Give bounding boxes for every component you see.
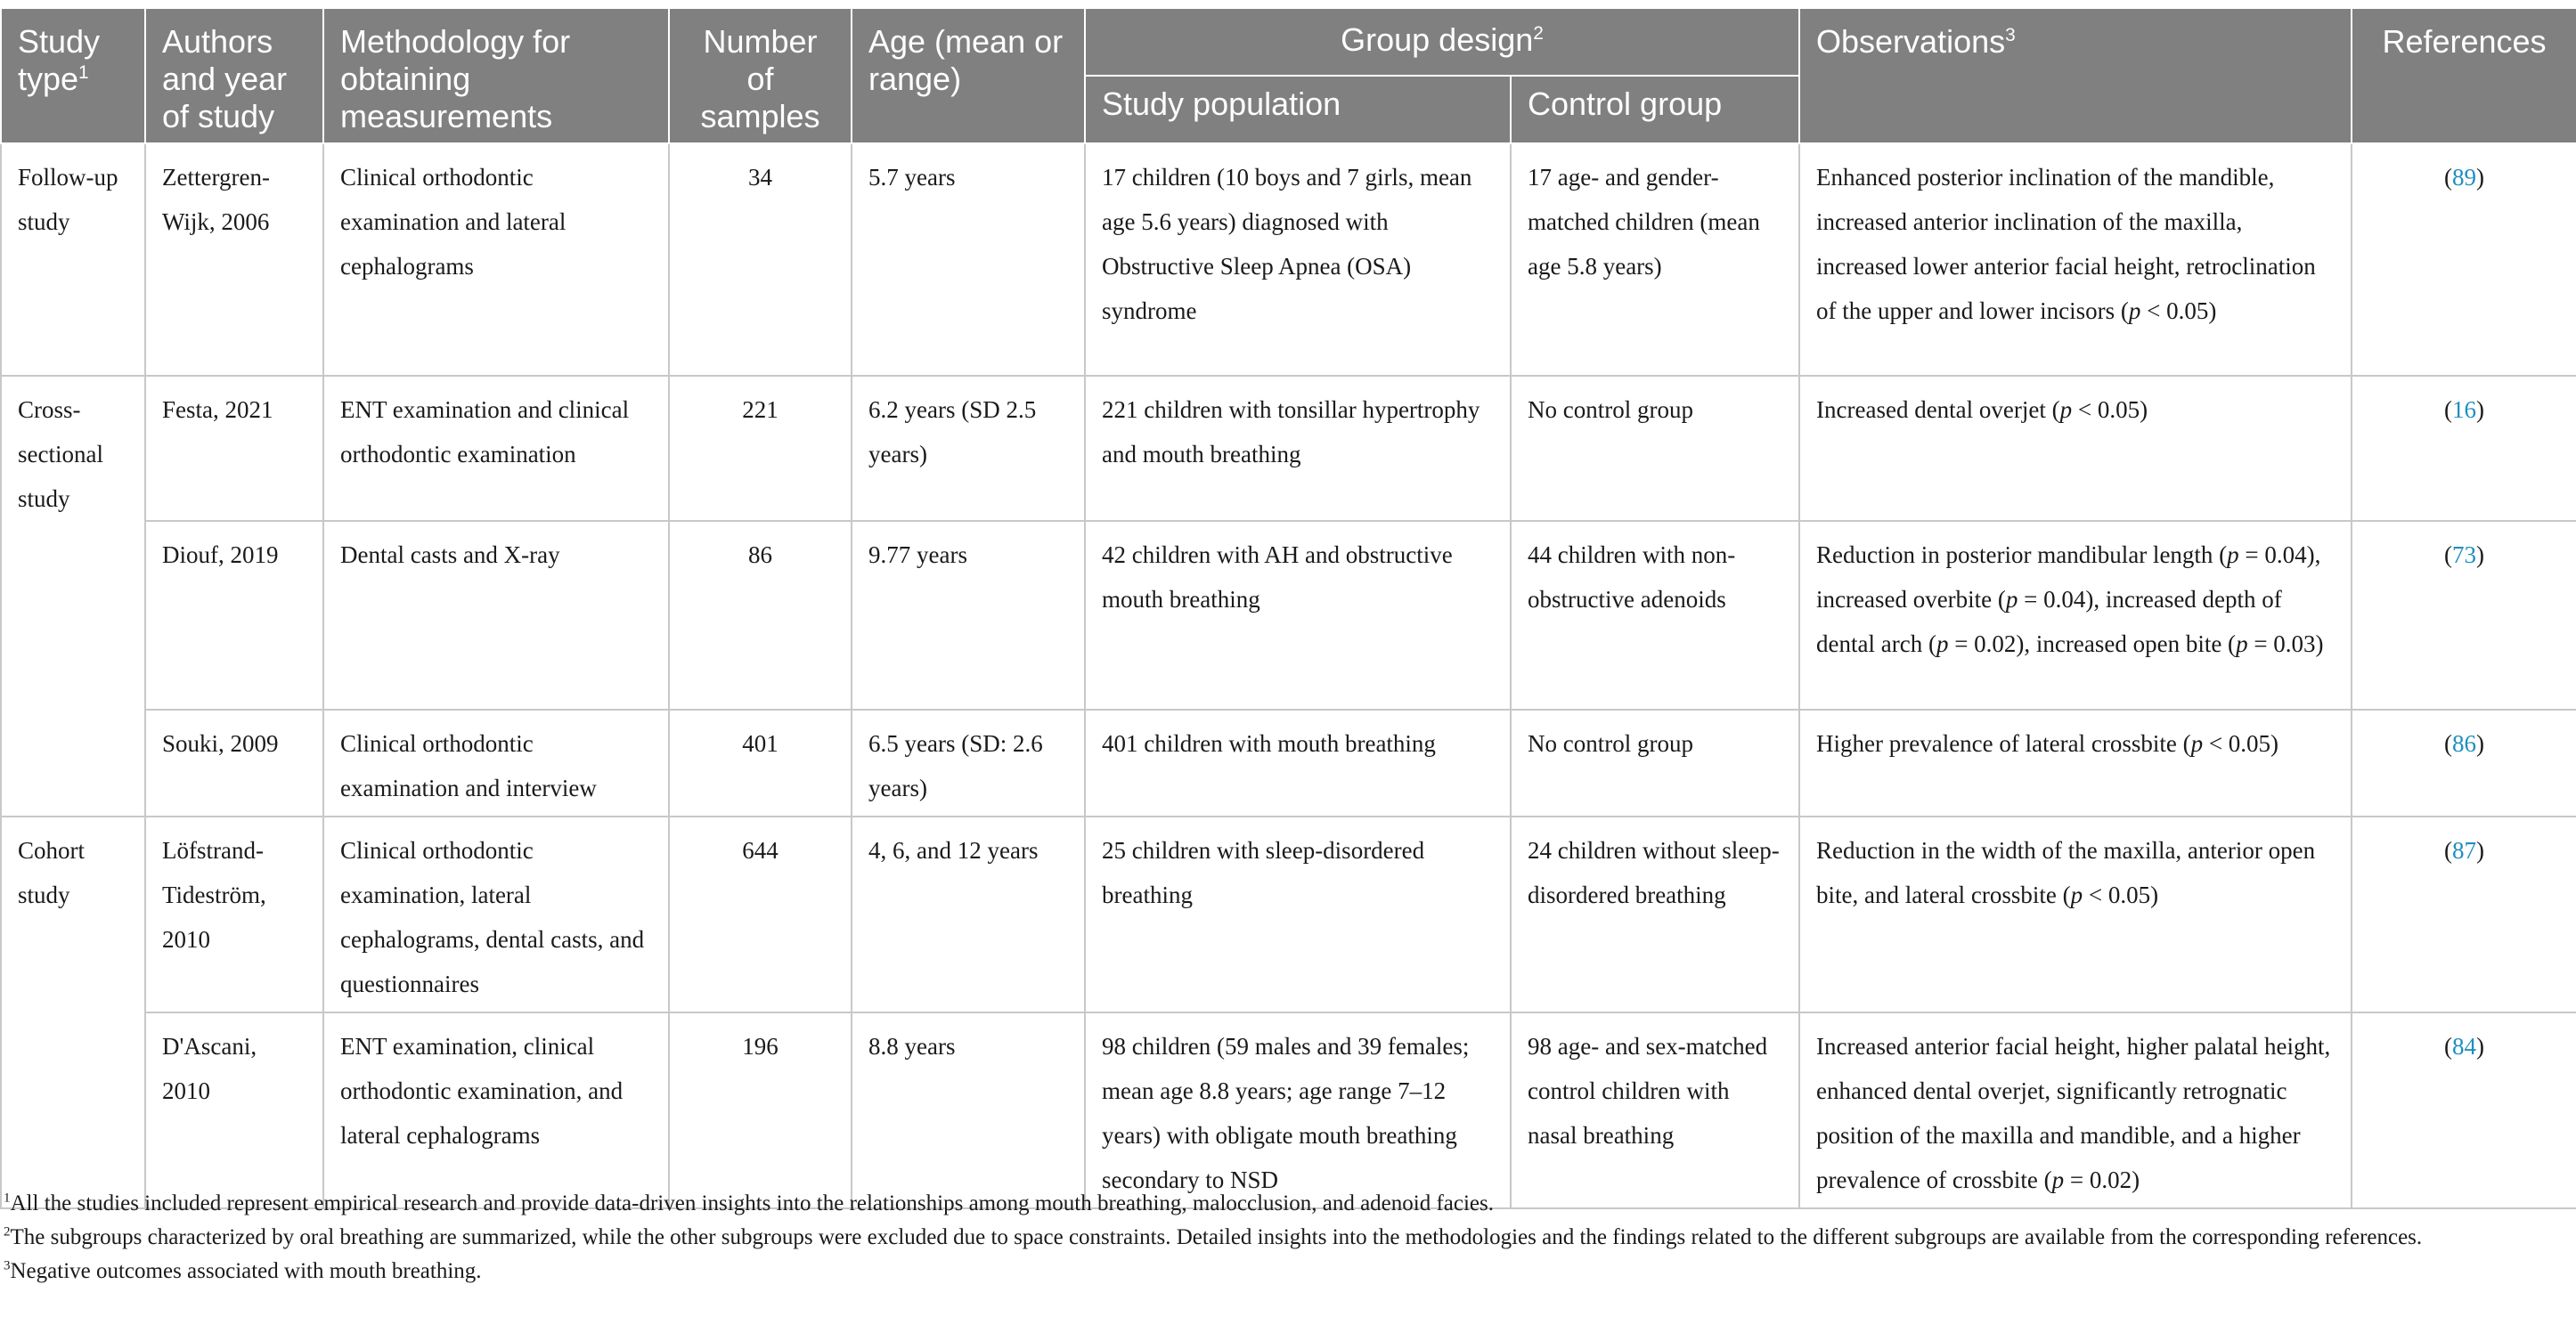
reference-link[interactable]: 84 <box>2452 1033 2477 1060</box>
table-row <box>1 521 2576 710</box>
header-age: Age (mean or range) <box>852 8 1085 143</box>
table-row <box>1 710 2576 817</box>
header-observations: Observations$^3$ <box>1799 8 2352 143</box>
reference-cell: (86) <box>2352 710 2576 817</box>
reference-cell: (84) <box>2352 1012 2576 1208</box>
footnote: $^1$All the studies included represent empirical research and provide data-driven insights into the relationships among mouth breathing, malocclusion, and adenoid facies. <box>4 1191 1494 1215</box>
table-row <box>1 1012 2576 1208</box>
observations-cell: Reduction in posterior mandibular length (p = 0.04), increased overbite (p = 0.04), increased depth of dental arch (p = 0.02), increased open bite (p = 0.03) <box>1799 521 2352 710</box>
authors-cell: D'Ascani, 2010 <box>145 1012 323 1208</box>
authors-cell: Zettergren-Wijk, 2006 <box>145 143 323 376</box>
header-methodology: Methodology for obtaining measurements <box>323 8 669 143</box>
control-cell: 24 children without sleep-disordered breathing <box>1511 817 1799 1012</box>
age-cell: 6.5 years (SD: 2.6 years) <box>852 710 1085 817</box>
header-control-group: Control group <box>1511 76 1799 143</box>
study-type-cell: Follow-up study <box>1 143 145 376</box>
age-cell: 9.77 years <box>852 521 1085 710</box>
authors-cell: Löfstrand-Tideström, 2010 <box>145 817 323 1012</box>
population-cell: 401 children with mouth breathing <box>1085 710 1511 817</box>
observations-cell: Reduction in the width of the maxilla, anterior open bite, and lateral crossbite (p < 0.05) <box>1799 817 2352 1012</box>
observations-cell: Higher prevalence of lateral crossbite (p < 0.05) <box>1799 710 2352 817</box>
methodology-cell: Dental casts and X-ray <box>323 521 669 710</box>
samples-cell: 401 <box>669 710 852 817</box>
methodology-cell: ENT examination, clinical orthodontic examination, and lateral cephalograms <box>323 1012 669 1208</box>
control-cell: No control group <box>1511 710 1799 817</box>
header-authors: Authors and year of study <box>145 8 323 143</box>
study-type-cell: Cohort study <box>1 817 145 1208</box>
observations-cell: Increased dental overjet (p < 0.05) <box>1799 376 2352 521</box>
methodology-cell: Clinical orthodontic examination and lateral cephalograms <box>323 143 669 376</box>
table-row <box>1 817 2576 1012</box>
population-cell: 98 children (59 males and 39 females; mean age 8.8 years; age range 7–12 years) with obligate mouth breathing secondary to NSD <box>1085 1012 1511 1208</box>
table-row <box>1 376 2576 521</box>
population-cell: 221 children with tonsillar hypertrophy and mouth breathing <box>1085 376 1511 521</box>
population-cell: 17 children (10 boys and 7 girls, mean age 5.6 years) diagnosed with Obstructive Sleep Apnea (OSA) syndrome <box>1085 143 1511 376</box>
header-study-type: Study type$^1$ <box>1 8 145 143</box>
reference-link[interactable]: 86 <box>2452 730 2477 757</box>
control-cell: 44 children with non-obstructive adenoids <box>1511 521 1799 710</box>
samples-cell: 86 <box>669 521 852 710</box>
study-type-cell: Cross-sectional study <box>1 376 145 817</box>
reference-cell: (87) <box>2352 817 2576 1012</box>
samples-cell: 34 <box>669 143 852 376</box>
table-footnotes <box>4 1187 2560 1288</box>
age-cell: 4, 6, and 12 years <box>852 817 1085 1012</box>
observations-cell: Enhanced posterior inclination of the mandible, increased anterior inclination of the maxilla, increased lower anterior facial height, retroclination of the upper and lower incisors (p < 0.05) <box>1799 143 2352 376</box>
population-cell: 42 children with AH and obstructive mouth breathing <box>1085 521 1511 710</box>
footnote: $^2$The subgroups characterized by oral breathing are summarized, while the other subgroups were excluded due to space constraints. Detailed insights into the methodologies and the findings related to the different subgroups are available from the corresponding references. <box>4 1224 2423 1249</box>
reference-cell: (89) <box>2352 143 2576 376</box>
header-samples: Number of samples <box>669 8 852 143</box>
age-cell: 8.8 years <box>852 1012 1085 1208</box>
reference-cell: (16) <box>2352 376 2576 521</box>
methodology-cell: Clinical orthodontic examination, lateral cephalograms, dental casts, and questionnaires <box>323 817 669 1012</box>
samples-cell: 196 <box>669 1012 852 1208</box>
samples-cell: 221 <box>669 376 852 521</box>
methodology-cell: ENT examination and clinical orthodontic examination <box>323 376 669 521</box>
control-cell: 17 age- and gender-matched children (mean age 5.8 years) <box>1511 143 1799 376</box>
authors-cell: Festa, 2021 <box>145 376 323 521</box>
header-group-design: Group design$^2$ <box>1085 8 1799 76</box>
methodology-cell: Clinical orthodontic examination and interview <box>323 710 669 817</box>
studies-table <box>0 7 2576 1209</box>
authors-cell: Souki, 2009 <box>145 710 323 817</box>
reference-link[interactable]: 16 <box>2452 396 2477 423</box>
header-row <box>1 8 2576 76</box>
authors-cell: Diouf, 2019 <box>145 521 323 710</box>
reference-link[interactable]: 87 <box>2452 837 2477 864</box>
control-cell: 98 age- and sex-matched control children with nasal breathing <box>1511 1012 1799 1208</box>
reference-cell: (73) <box>2352 521 2576 710</box>
control-cell: No control group <box>1511 376 1799 521</box>
reference-link[interactable]: 89 <box>2452 164 2477 191</box>
observations-cell: Increased anterior facial height, higher palatal height, enhanced dental overjet, significantly retrognatic position of the maxilla and mandible, and a higher prevalence of crossbite (p = 0.02) <box>1799 1012 2352 1208</box>
header-study-population: Study population <box>1085 76 1511 143</box>
age-cell: 6.2 years (SD 2.5 years) <box>852 376 1085 521</box>
reference-link[interactable]: 73 <box>2452 541 2477 568</box>
table-row <box>1 143 2576 376</box>
samples-cell: 644 <box>669 817 852 1012</box>
header-references: References <box>2352 8 2576 143</box>
age-cell: 5.7 years <box>852 143 1085 376</box>
population-cell: 25 children with sleep-disordered breathing <box>1085 817 1511 1012</box>
footnote: $^3$Negative outcomes associated with mouth breathing. <box>4 1258 482 1283</box>
